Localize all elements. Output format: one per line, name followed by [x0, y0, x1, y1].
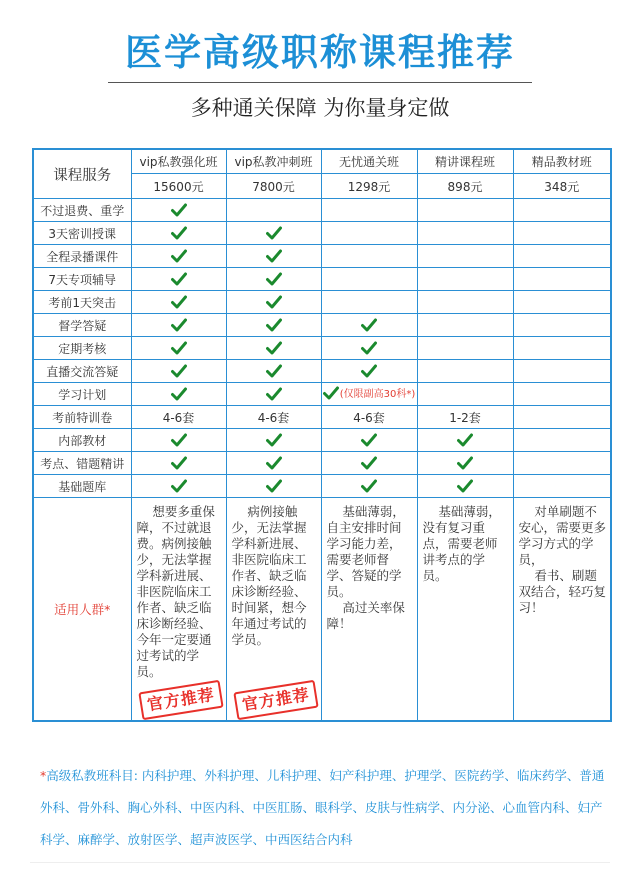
audience-cell — [513, 498, 611, 722]
check-cell — [226, 383, 321, 406]
empty-cell — [513, 360, 611, 383]
empty-cell — [513, 245, 611, 268]
empty-cell — [417, 268, 513, 291]
value-cell: 4-6套 — [131, 406, 226, 429]
check-cell — [321, 314, 417, 337]
table-corner-label: 课程服务 — [33, 149, 131, 199]
empty-cell — [417, 222, 513, 245]
check-icon — [266, 479, 282, 493]
check-icon — [266, 433, 282, 447]
check-cell — [226, 291, 321, 314]
service-label: 直播交流答疑 — [33, 360, 131, 383]
service-label: 考前1天突击 — [33, 291, 131, 314]
service-label: 学习计划 — [33, 383, 131, 406]
audience-cell — [321, 498, 417, 722]
subject-footnote — [40, 760, 610, 856]
check-icon — [171, 456, 187, 470]
service-label: 7天专项辅导 — [33, 268, 131, 291]
empty-cell — [513, 475, 611, 498]
check-cell — [131, 291, 226, 314]
table-row — [33, 222, 611, 245]
check-icon — [171, 341, 187, 355]
footnote-star: * — [40, 768, 47, 783]
table-row — [33, 268, 611, 291]
check-icon — [171, 479, 187, 493]
check-icon — [171, 364, 187, 378]
check-cell — [131, 337, 226, 360]
check-cell — [131, 360, 226, 383]
empty-cell — [513, 452, 611, 475]
check-icon — [266, 318, 282, 332]
official-recommend-stamp: 官方推荐 — [138, 680, 223, 720]
check-icon — [266, 364, 282, 378]
check-cell — [226, 429, 321, 452]
check-cell — [417, 429, 513, 452]
check-icon — [171, 226, 187, 240]
audience-cell — [131, 498, 226, 722]
empty-cell — [513, 429, 611, 452]
check-icon — [266, 272, 282, 286]
check-icon — [171, 387, 187, 401]
check-cell — [131, 383, 226, 406]
check-icon — [457, 479, 473, 493]
empty-cell — [417, 245, 513, 268]
check-icon — [361, 433, 377, 447]
empty-cell — [513, 199, 611, 222]
check-icon — [361, 479, 377, 493]
footnote-text: 高级私教班科目: 内科护理、外科护理、儿科护理、妇产科护理、护理学、医院药学、临床药学、普通外科、骨外科、胸心外科、中医内科、中医肛肠、眼科学、皮肤与性病学、内分泌、心血管内科、妇产科学、麻醉学、放射医学、超声波医学、中西医结合内科 — [40, 768, 605, 847]
service-label: 考前特训卷 — [33, 406, 131, 429]
table-row — [33, 429, 611, 452]
check-cell — [131, 268, 226, 291]
check-cell — [321, 429, 417, 452]
audience-row — [33, 498, 611, 722]
check-icon — [171, 295, 187, 309]
empty-cell — [321, 222, 417, 245]
page-title: 医学高级职称课程推荐 — [125, 31, 515, 74]
check-icon — [361, 456, 377, 470]
empty-cell — [321, 268, 417, 291]
audience-label: 适用人群* — [33, 498, 131, 722]
check-cell — [226, 314, 321, 337]
value-cell: 4-6套 — [321, 406, 417, 429]
empty-cell — [226, 199, 321, 222]
table-row — [33, 406, 611, 429]
check-icon — [266, 249, 282, 263]
plan-price: 898元 — [417, 174, 513, 199]
empty-cell — [513, 268, 611, 291]
audience-text: 想要多重保障，不过就退费。病例接触少，无法掌握学科新进展、非医院临床工作者、缺乏临床诊断经验、今年一定要通过考试的学员。 — [136, 504, 215, 679]
empty-cell — [321, 245, 417, 268]
check-note: (仅限副高30科*) — [339, 389, 416, 401]
empty-cell — [321, 291, 417, 314]
value-cell: 1-2套 — [417, 406, 513, 429]
check-icon — [266, 295, 282, 309]
check-cell — [131, 452, 226, 475]
service-label: 内部教材 — [33, 429, 131, 452]
table-row — [33, 452, 611, 475]
check-icon — [457, 456, 473, 470]
empty-cell — [513, 314, 611, 337]
plan-name: vip私教强化班 — [131, 149, 226, 174]
table-row — [33, 314, 611, 337]
plan-price: 15600元 — [131, 174, 226, 199]
check-icon — [266, 341, 282, 355]
plan-name: vip私教冲刺班 — [226, 149, 321, 174]
table-row — [33, 475, 611, 498]
check-cell — [226, 475, 321, 498]
check-cell — [131, 314, 226, 337]
empty-cell — [513, 337, 611, 360]
audience-text: 基础薄弱，没有复习重点，需要老师讲考点的学员。 — [422, 504, 501, 583]
empty-cell — [417, 383, 513, 406]
check-cell — [417, 475, 513, 498]
table-row — [33, 383, 611, 406]
table-row — [33, 337, 611, 360]
empty-cell — [417, 291, 513, 314]
check-cell — [321, 475, 417, 498]
check-cell — [226, 452, 321, 475]
check-cell — [226, 360, 321, 383]
empty-cell — [513, 291, 611, 314]
empty-cell — [417, 314, 513, 337]
check-icon — [171, 249, 187, 263]
check-cell — [226, 222, 321, 245]
plan-name: 精讲课程班 — [417, 149, 513, 174]
service-label: 全程录播课件 — [33, 245, 131, 268]
check-icon — [171, 433, 187, 447]
empty-cell — [513, 406, 611, 429]
audience-text: 病例接触少，无法掌握学科新进展、非医院临床工作者、缺乏临床诊断经验、时间紧，想今年通过考试的学员。 — [231, 504, 307, 647]
check-cell — [131, 245, 226, 268]
check-icon — [171, 272, 187, 286]
empty-cell — [417, 199, 513, 222]
check-icon — [457, 433, 473, 447]
service-label: 不过退费、重学 — [33, 199, 131, 222]
service-label: 定期考核 — [33, 337, 131, 360]
value-cell: 4-6套 — [226, 406, 321, 429]
check-cell — [321, 360, 417, 383]
service-label: 督学答疑 — [33, 314, 131, 337]
title-divider — [108, 82, 532, 83]
check-cell — [321, 337, 417, 360]
official-recommend-stamp: 官方推荐 — [233, 680, 318, 720]
plan-name: 精品教材班 — [513, 149, 611, 174]
check-cell — [131, 222, 226, 245]
table-row — [33, 360, 611, 383]
check-cell — [321, 452, 417, 475]
plan-price: 348元 — [513, 174, 611, 199]
check-icon — [171, 203, 187, 217]
check-cell — [131, 475, 226, 498]
audience-cell — [226, 498, 321, 722]
plan-price: 7800元 — [226, 174, 321, 199]
service-label: 考点、错题精讲 — [33, 452, 131, 475]
check-cell — [131, 429, 226, 452]
check-icon — [361, 341, 377, 355]
empty-cell — [513, 383, 611, 406]
page-subtitle: 多种通关保障 为你量身定做 — [190, 96, 450, 120]
check-cell — [226, 337, 321, 360]
table-row — [33, 199, 611, 222]
audience-cell — [417, 498, 513, 722]
check-icon — [266, 226, 282, 240]
empty-cell — [321, 199, 417, 222]
check-cell — [226, 245, 321, 268]
audience-text: 对单刷题不安心，需要更多学习方式的学员， 看书、刷题双结合，轻巧复习！ — [518, 504, 607, 615]
plan-name: 无忧通关班 — [321, 149, 417, 174]
table-row — [33, 291, 611, 314]
check-cell — [417, 452, 513, 475]
audience-text: 基础薄弱，自主安排时间学习能力差，需要老师督学、答疑的学员。 高过关率保障！ — [326, 504, 405, 631]
empty-cell — [417, 360, 513, 383]
check-icon — [323, 386, 339, 400]
check-icon — [266, 387, 282, 401]
bottom-divider — [30, 862, 610, 863]
empty-cell — [417, 337, 513, 360]
check-cell — [131, 199, 226, 222]
check-cell — [321, 383, 417, 406]
table-row — [33, 245, 611, 268]
service-label: 基础题库 — [33, 475, 131, 498]
check-icon — [361, 318, 377, 332]
empty-cell — [513, 222, 611, 245]
service-label: 3天密训授课 — [33, 222, 131, 245]
check-icon — [266, 456, 282, 470]
check-icon — [361, 364, 377, 378]
check-cell — [226, 268, 321, 291]
course-comparison-table — [32, 148, 612, 722]
plan-price: 1298元 — [321, 174, 417, 199]
check-icon — [171, 318, 187, 332]
